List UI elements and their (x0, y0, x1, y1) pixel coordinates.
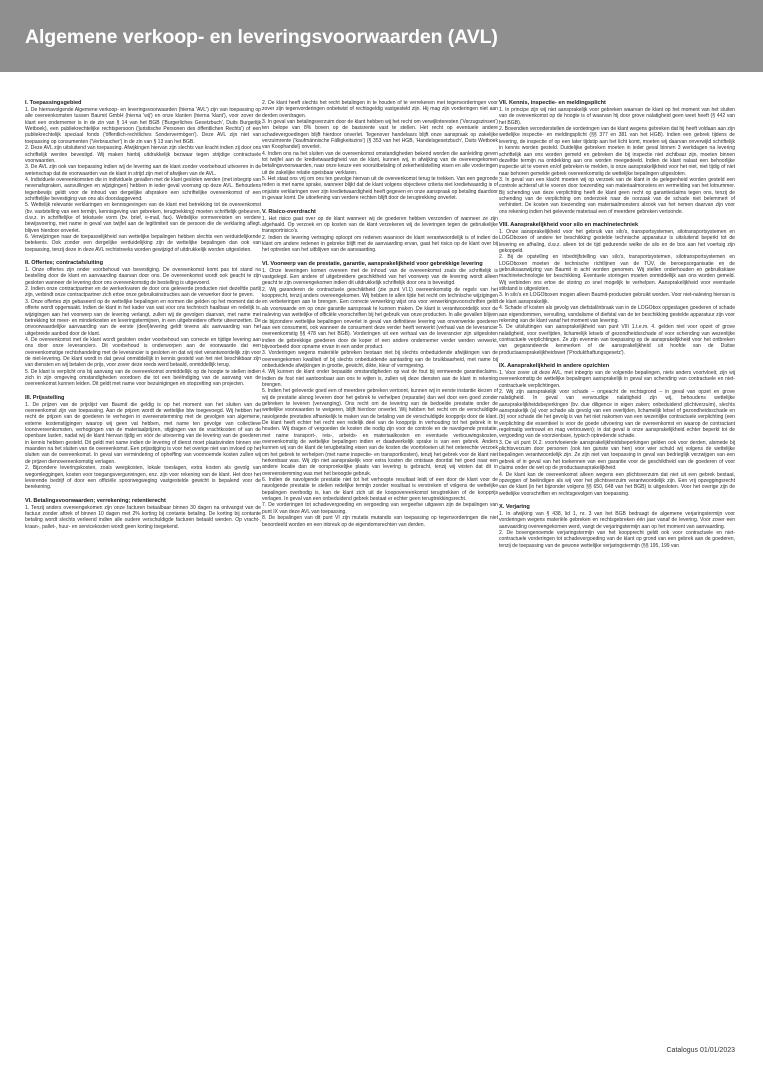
clause-paragraph: 4. De overeenkomst met de klant wordt gesloten onder voorbehoud van correcte en tijdige levering aan ons door onze leveranciers. Dit voorbehoud is onderworpen aan de voorwaarde dat een overeenkomstige rechtshandeling met de leverancier is gesloten en dat wij niet verantwoordelijk zijn voor de niet-levering. De klant wordt in dat geval onmiddellijk in kennis gesteld van het niet beschikbaar zijn van diensten en wij betalen de prijs, voor zover deze reeds werd betaald, onmiddellijk terug. (25, 336, 261, 369)
clause-paragraph: 1. Onze leveringen komen overeen met de inhoud van de overeenkomst zoals die schriftelijk is vastgelegd. Een andere of uitgebreidere geschiktheid van het voorwerp van de levering wordt alleen geacht te zijn overeengekomen indien dit uitdrukkelijk schriftelijk door ons is bevestigd. (262, 267, 498, 287)
terms-section (25, 260, 261, 388)
clause-paragraph: 2. De bovengenoemde verjaringstermijn van het koopprecht geldt ook voor contractuele en niet-contractuele vorderingen tot schadevergoeding van de klant op grond van een gebrek aan de goederen, tenzij de toepassing van de gewone wettelijke verjaringstermijn (§§ 195, 199 van (499, 530, 735, 549)
clause-paragraph: 4. Indien ons na het sluiten van de overeenkomst omstandigheden bekend worden die aanleiding geven tot twijfel aan de kredietwaardigheid van de klant, kunnen wij, in afwijking van de overeengekomen betalingsvoorwaarden, naar onze keuze een vooruitbetaling of zekerheidstelling eisen en alle vorderingen uit de zakelijke relatie opeisbaar verklaren. (262, 150, 498, 176)
clause-paragraph: 3. In geval van betalingsverzuim door de klant hebben wij het recht om verwijlinteresten ('Verzugszinsen') ten belope van 8% boven op de basisrente vast te stellen. Het recht op eventuele andere schadevergoedingen blijft hierdoor onverlet. Tegenover handelaars blijft onze aanspraak op zakelijke verzuimrente ('kaufmännische Fälligkeitszins') (§ 353 van het HGB, 'Handelsgesetzbuch', Duits Wetboek van Koophandel) onverlet. (262, 119, 498, 151)
column-right (499, 100, 735, 556)
column-middle (262, 100, 498, 535)
terms-section (262, 261, 498, 528)
clause-paragraph: 3. In silo's en LOGOboxen mogen alleen Baumit-producten gebruikt worden. Voor niet-naleving hiervan is de klant aansprakelijk. (499, 292, 735, 305)
clause-paragraph: 6. Verwijzingen naar de toepasselijkheid van wettelijke bepalingen hebben slechts een verduidelijkende betekenis. Ook zonder een dergelijke verduidelijking zijn de wettelijke bepalingen dan ook van toepassing, tenzij deze in deze AVL rechtstreeks worden gewijzigd of uitdrukkelijk worden uitgesloten. (25, 233, 261, 253)
clause-paragraph: 2. De klant heeft slechts het recht betalingen in te houden of te verrekenen met tegenvorderingen voor zover zijn tegenvorderingen onbetwist of rechtsgeldig vastgesteld zijn. Hij mag zijn vorderingen niet aan derden overdragen. (262, 100, 498, 119)
terms-section (262, 100, 498, 202)
section-heading: III. Prijsstelling (25, 394, 65, 401)
clause-paragraph: 2. Indien onze contractpartner en de werkerkvaren de door ons geleverde producten niet dezelfde partij zijn, verbindt onze contractpartner zich ertoe onze gebruiksinstructies aan de verwerker door te geven. (25, 286, 261, 299)
clause-paragraph: 1. In afwijking van § 438, lid 1, nr. 3 van het BGB bedraagt de algemene verjaringstermijn voor vorderingen wegens materiële gebreken en rechtsgebreken één jaar vanaf de levering. Voor zover een aanvaarding overeengekomen werd, vangt de verjaringstermijn aan op het moment van aanvaarding. (499, 510, 735, 530)
terms-section (499, 504, 735, 549)
clause-paragraph: 2. Bovendien veronderstellen de vorderingen van de klant wegens gebreken dat hij heeft voldaan aan zijn wettelijke inspectie- en meldingsplicht (§§ 377 en 381 van het HGB). Indien een gebrek tijdens de levering, de inspectie of op een later tijdstip aan het licht komt, moeten wij daarvan onverwijld schriftelijk in kennis worden gesteld. Duidelijke gebreken moeten in ieder geval binnen 3 werkdagen na levering schriftelijk aan ons worden gemeld en gebreken die bij inspectie niet zichtbaar zijn, moeten binnen dezelfde termijn na ontdekking aan ons worden meegedeeld. Indien de klant nalaat een behoorlijke inspectie uit te voeren en/of gebreken te melden, is onze aansprakelijkheid voor het niet, niet tijdig of niet naar behoren gemelde gebrek overeenkomstig de wettelijke bepalingen uitgesloten. (499, 126, 735, 177)
section-heading: X. Verjaring (499, 503, 530, 510)
clause-paragraph: 4. De klant kan de overeenkomst alleen wegens een plichtsverzuim dat niet uit een gebrek bestaat, opzeggen of beëindigen als wij voor het plichtsverzuim verantwoordelijk zijn. Een vrij opzeggingsrecht van de klant (in het bijzonder volgens §§ 650, 648 van het BGB) is uitgesloten. Voor het overige zijn de wettelijke voorschriften en rechtsgevolgen van toepassing. (499, 471, 735, 497)
section-heading: I. Toepassingsgebied (25, 100, 82, 106)
terms-section (25, 100, 261, 253)
column-left (25, 100, 261, 537)
catalog-footer: Catalogus 01/01/2023 (666, 1047, 735, 1054)
clause-paragraph: 2. Wij garanderen de contractuele geschiktheid (zie punt VI.1) overeenkomstig de regels van het koopprecht, tenzij anders overeengekomen. Wij hebben te allen tijde het recht om technische wijzigingen en verbeteringen aan te brengen. Een correcte verwerking wijst ons voor verwerkingsvoorschriften geldt als voorwaarde om op onze garantie aanspraak te kunnen maken. De klant is verantwoordelijk voor de naleving van wettelijke of officiële voorschriften bij het gebruik van onze producten. In alle gevallen blijven de bijzondere wettelijke bepalingen onverlet in geval van definitieve levering van onverwerkte goederen aan een consument, ook wanneer de consument deze verder heeft verwerkt (verhaal van de leverancier overeenkomstig §§ 478 van het BGB). Vorderingen uit een verhaal van de leverancier zijn uitgesloten indien de gebrekkige goederen door de koper of een andere ondernemer verder werden verwerkt, bijvoorbeeld door opname ervan in een ander product. (262, 286, 498, 350)
terms-section (25, 395, 261, 491)
clause-paragraph: 1. Voor zover uit deze AVL, met inbegrip van de volgende bepalingen, niets anders voortvloeit, zijn wij overeenkomstig de wettelijke bepalingen aansprakelijk in geval van schending van contractuele en niet-contractuele verplichtingen. (499, 370, 735, 389)
clause-paragraph: 3. Vorderingen wegens materiële gebreken bestaan niet bij slechts onbeduidende afwijkingen van de overeengekomen kwaliteit of bij slechts onbeduidende aantasting van de bruikbaarheid, met name bij onbeduidende afwijkingen in grootte, gewicht, dikte, kleur of vormgeving. (262, 350, 498, 369)
clause-paragraph: 1. Tenzij anders overeengekomen zijn onze facturen betaalbaar binnen 30 dagen na ontvangst van de factuur zonder aftrek of binnen 10 dagen met 2% korting bij contante betaling. De korting bij contante betaling wordt slechts verleend indien alle oudere verschuldigde facturen betaald werden. Op vracht-, kraan-, pallet-, huur- en servicekosten wordt geen korting toegekend. (25, 504, 261, 530)
terms-section (499, 222, 735, 356)
clause-paragraph: 3. Onze offertes zijn gebaseerd op de wettelijke bepalingen en normen die gelden op het moment dat de offerte wordt opgemaakt. Indien de klant in het kader van wat voor ons technisch haalbaar en redelijk is, wijzigingen aan het voorwerp van de levering verlangt, zullen wij de gevolgen daarvan, met name met betrekking tot meer- en minderkosten en leveringstermijnen, in een uitgebreidere offerte uiteenzetten. De onvoorwaardelijke aanvaarding van de eerste (deel)levering geldt tevens als aanvaarding van het uitgebreide aanbod door de klant. (25, 298, 261, 337)
section-heading: II. Offertes; contractafsluiting (25, 260, 104, 266)
terms-section (499, 100, 735, 215)
clause-paragraph: 1. De prijzen van de prijslijst van Baumit die geldig is op het moment van het sluiten van de overeenkomst zijn van toepassing. Aan de prijzen wordt de wettelijke btw toegevoegd. Wij hebben het recht de prijzen van de goederen te verhogen in overeenstemming met de gevolgen van algemene, externe kostenstijgingen waarop wij geen vat hebben, met name ten gevolge van collectieve loonovereenkomsten, verhogingen van de materiaalprijzen, stijgingen van de vrachtkosten of van de openbare lasten, nadat wij de klant hiervan tijdig en vóór de uitvoering van de levering van de goederen in kennis hebben gesteld. Dit geldt met name indien de levering of dienst moet plaatsvinden binnen vier maanden na het sluiten van de overeenkomst. Een prijsstijging is voor het overige niet van invloed op het sluiten van de overeenkomst. In geval van vermindering of opheffing van voornoemde kosten zullen wij de prijzen dienovereenkomstig verlagen. (25, 401, 261, 465)
clause-paragraph: 1. Het risico gaat over op de klant wanneer wij de goederen hebben verzonden of wanneer ze zijn afgehaald. Op verzoek en op kosten van de klant verzekeren wij de leveringen tegen de gebruikelijke transportrisico's. (262, 215, 498, 235)
section-heading: IX. Aansprakelijkheid in andere opzichten (499, 362, 610, 369)
terms-section (25, 498, 261, 530)
clause-paragraph: 1. Onze offertes zijn onder voorbehoud van bevestiging. De overeenkomst komt pas tot stand na bestelling door de klant en aanvaarding daarvan door ons. De overeenkomst wordt ook geacht te zijn gesloten wanneer de levering door ons overeenkomstig de bestelling is uitgevoerd. (25, 267, 261, 286)
title-banner (0, 0, 763, 72)
clause-paragraph: 2. Bij de opstelling en inbedrijfstelling van silo's, transportsystemen, silotransportsystemen en LOGOboxen moeten de technische richtlijnen van de TÜV, de beroepsorganisatie en de gebruiksaanwijzing van Baumit in acht worden genomen. Wij stellen onderhouden en gebruikskiare machinetechnologie ter beschikking. Eventuele storingen moeten onmiddellijk aan ons worden gemeld. Wij verbinden ons ertoe de storing zo snel mogelijk te verhelpen. Aansprakelijkheid voor eventuele stilstand is uitgesloten. (499, 254, 735, 293)
clause-paragraph: 2. Bijzondere leveringskosten, zoals weegkosten, lokale toeslagen, extra kosten als gevolg van wegomleggingen, kosten voor toegangsvergunningen, enz. zijn voor rekening van de klant. Het door het leverende bedrijf of door een officiële spoorwegweging vastgestelde gewicht is bepalend voor de berekening. (25, 465, 261, 491)
clause-paragraph: 3. De uit punt IX.2. voortvloeiende aansprakelijkheidsbeperkingen gelden ook voor derden, alsmede bij plichtsverzuim door personen (ook ten gunste van hen) voor wier schuld wij volgens de wettelijke bepalingen verantwoordelijk zijn. Ze zijn niet van toepassing in geval van bedrieglijk verzwijgen van een gebrek of in geval van het toekennen van een garantie voor de geschiktheid van de goederen of voor claims onder de wet op de productaansprakelijkheid. (499, 439, 735, 472)
clause-paragraph: 5. Indien het geleverde goed een of meerdere gebreken vertoont, kunnen wij in eerste instantie kiezen of wij de prestatie alsnog leveren door het gebrek te verhelpen (reparatie) dan wel door een goed zonder gebreken te leveren (vervanging). Ons recht om de levering van de bedoelde prestatie onder de wettelijke voorwaarden te weigeren, blijft hierdoor onverlet. Wij hebben het recht om de verschuldigde navolgende prestaties afhankelijk te maken van de betaling van de verschuldigde koopprijs door de klant. De klant heeft echter het recht een redelijk deel van de koopprijs in verhouding tot het gebrek in te houden. Wij dragen of vergoeden de kosten die nodig zijn voor de controle en de navolgende prestatie, met name transport-, reis-, arbeids- en materiaalkosten en eventuele verbouwingskosten, overeenkomstig de wettelijke bepalingen indien er daadwerkelijk sprake is van een gebrek. Anders kunnen wij van de klant de terugbetaling eisen van de kosten die voortvloeien uit het onterechte verzoek om het gebrek te verhelpen (met name inspectie- en transportkosten), tenzij het gebrek voor de klant niet herkenbaar was. Wij zijn niet aansprakelijk voor extra kosten die ontstaan doordat het goed naar een andere locatie dan de oorspronkelijke plaats van levering is gebracht, tenzij wij wisten dat dit in overeenstemming was met het beoogde gebruik. (262, 388, 498, 477)
section-heading: V. Risico-overdracht (262, 208, 316, 215)
clause-paragraph: 1. Onze aansprakelijkheid voor het gebruik van silo's, transportsystemen, silotransportsystemen en LOGOboxen of andere ter beschikking gestelde technische apparatuur is uitsluitend beperkt tot de levering en afhaling, d.w.z. alleen tot de tijd gedurende welke de silo en de box aan het voertuig zijn gekoppeld. (499, 229, 735, 255)
clause-paragraph: 4. Individuele overeenkomsten die in individuele gevallen met de klant gesloten werden (met inbegrip van nevenafspraken, aanvullingen en wijzigingen) hebben in ieder geval voorrang op deze AVL. Behoudens tegenbewijs geldt voor de inhoud van dergelijke afspraken een schriftelijke overeenkomst of een schriftelijke bevestiging van ons als doorslaggevend. (25, 176, 261, 202)
clause-paragraph: 3. De AVL zijn ook van toepassing indien wij de levering aan de klant zonder voorbehoud uitvoeren in de wetenschap dat de voorwaarden van de klant in strijd zijn met of afwijken van de AVL. (25, 164, 261, 177)
clause-paragraph: 5. Wettelijk relevante verklaringen en kennisgevingen van de klant met betrekking tot de overeenkomst (bv. vaststelling van een termijn, kennisgeving van gebreken, terugtrekking) moeten schriftelijk gebeuren, d.w.z. in schriftelijke of tekstuele vorm (bv. brief, e-mail, fax). Wettelijke vormvereisten en verdere bewijsvoering, met name in geval van twijfel aan de legitimiteit van de persoon die de verklaring aflegt, blijven hierdoor onverlet. (25, 202, 261, 234)
section-heading: VIII. Aansprakelijkheid voor silo en machinetechniek (499, 221, 639, 228)
clause-paragraph: 2. Deze AVL zijn uitsluitend van toepassing. Afwijkingen hiervan zijn slechts van kracht indien zij door ons schriftelijk werden bevestigd. Wij maken hierbij uitdrukkelijk bezwaar tegen strijdige contractuele voorwaarden. (25, 145, 261, 164)
clause-paragraph: 5. De uitsluitingen van aansprakelijkheid van punt VIII 1.t.e.m. 4. gelden niet voor opzet of grove nalatigheid, voor overlijden, lichamelijk letsels of gezondheidsschade of voor schending van wezenlijke contractuele verplichtingen. Ze zijn evenmin van toepassing op de aansprakelijkheid voor het ontbreken van gegarandeerde kenmerken of de aansprakelijkheid uit hoofde van de Duitse productaansprakelijkheidswet ('Produkthaftungsgesetz'). (499, 324, 735, 356)
clause-paragraph: 8. De bepalingen van dit punt VI zijn mutatis mutandis van toepassing op tegenvorderingen die niet beoordeeld worden en een inbreuk op de eigendomsrechten van derden. (262, 515, 498, 528)
terms-section (262, 209, 498, 254)
clause-paragraph: 4. Wij kunnen de klant onder bepaalde omstandigheden op wat de fout bij vermeende garantieclaims. Indien de fout niet aantoonbaar aan ons te wijten is, zullen wij deze diensten aan de klant in rekening brengen. (262, 369, 498, 388)
page-title: Algemene verkoop- en leveringsvoorwaarden (AVL) (25, 26, 498, 48)
clause-paragraph: 6. Indien de navolgende prestatie niet tot het verhoopte resultaat leidt of een door de klant voor de navolgende prestatie te stellen redelijke termijn zonder resultaat is verstreken of volgens de wettelijke bepalingen overbodig is, kan de klant zich uit de koopovereenkomst terugtrekken of de koopprijs verlagen. In geval van een onbeduidend gebrek bestaat er echter geen terugtrekkingsrecht. (262, 477, 498, 503)
section-heading: VI. Betalingsvoorwaarden; verrekening; retentierecht (25, 497, 166, 504)
clause-paragraph: 1. De hiernavolgende Algemene verkoop- en leveringsvoorwaarden (hierna 'AVL') zijn van toepassing op alle overeenkomsten tussen Baumit GmbH (hierna 'wij') en onze klanten (hierna 'klant'), voor zover de klant een ondernemer is in de zin van § 14 van het BGB ('Burgerliches Gesetzbuch', Duits Burgerlijk Wetboek), een publiekrechtelijke rechtspersoon ('juristische Personen des öffentlichen Rechts') of een publiekrechtelijk speciaal fonds ('öffentlich-rechtliches Sondervermögen'). Deze AVL zijn niet van toepassing op consumenten ('Verbraucher') in de zin van § 13 van het BGB. (25, 107, 261, 145)
clause-paragraph: 5. De klant is verplicht ons bij aanvang van de overeenkomst onmiddellijk op de hoogte te stellen indien zich in zijn omgeving omstandigheden voordoen die tot een beëindiging van de aanvang van de overeenkomst kunnen leiden. Dit geldt met name voor bezuinigingen en stopzetting van projecten. (25, 368, 261, 388)
clause-paragraph: 7. De vorderingen tot schadevergoeding en vergoeding van vergeefse uitgaven zijn de bepalingen van punt IX van deze AVL van toepassing. (262, 502, 498, 515)
clause-paragraph: 2. Indien de levering vertraging oploopt om redenen waarvoor de klant verantwoordelijk is of indien de klant om andere redenen in gebreke blijft met de aanvaarding ervan, gaat het risico op de klant over bij het optreden van het uitblijven van de aanvaarding. (262, 234, 498, 254)
clause-paragraph: 4. Schade of kosten als gevolg van diefstal/inbraak van in de LOGObox opgeslagen goederen of schade aan eigendommen, vervuiling, vandalisme of diefstal van de ter beschikking gestelde apparatuur zijn voor rekening van de klant vanaf het moment van levering. (499, 305, 735, 324)
clause-paragraph: 1. In principe zijn wij niet aansprakelijk voor gebreken waarvan de klant op het moment van het sluiten van de overeenkomst op de hoogte is of waarvan hij door grove nalatigheid geen weet heeft (§ 442 van het BGB). (499, 107, 735, 126)
terms-section (499, 363, 735, 497)
clause-paragraph: 3. In geval van een klacht moeten wij op verzoek van de klant in de gelegenheid worden gesteld een controle achteraf uit te voeren door toezending van materiaalmonsters en vermelding van het lotnummer. Bij schending van deze verplichting heeft de klant geen recht op garantieclaims tegen ons, tenzij de schending van de verplichting om onderzoek naar de oorzaak van de schade niet belemmert of verhindert. De kosten van toezending van materiaalmonsters alsook van het nemen daarvan zijn voor ons rekening indien het geleverde materiaal een of meerdere gebreken vertoonde. (499, 176, 735, 215)
section-heading: VI. Voorwerp van de prestatie, garantie, aansprakelijkheid voor gebrekkige levering (262, 260, 483, 267)
clause-paragraph: 2. Wij zijn aansprakelijk voor schade – ongeacht de rechtsgrond – in geval van opzet en grove nalatigheid. In geval van eenvoudige nalatigheid zijn wij, behoudens wettelijke aansprakelijkheidsbeperkingen (bv. due diligence in eigen zaken; onbeduidend plichtverzuim), slechts aansprakelijk (a) voor schade als gevolg van een overlijden, lichamelijk letsel of gezondheidsschade en (b) voor schade die het gevolg is van het niet nakomen van een wezenlijke contractuele verplichting (een verplichting die essentieel is voor de goede uitvoering van de overeenkomst en waarop de contractant regelmatig vertrouwt en mag vertrouwen); in dat geval is onze aansprakelijkheid echter beperkt tot de vergoeding van de voorzienbare, typisch optredende schade. (499, 389, 735, 440)
clause-paragraph: 5. Het staat ons vrij om ons ten gevolge hiervan uit de overeenkomst terug te trekken. Van een gegronde reden is met name sprake, wanneer blijkt dat de klant volgens objectieve criteria niet kredietwaardig is of onjuiste verklaringen over zijn kredietwaardigheid heeft gegeven en onze aanspraak op betaling daardoor in gevaar komt. De uitoefening van verdere rechten blijft door de terugtrekking onverlet. (262, 176, 498, 202)
section-heading: VII. Kennis, inspectie- en meldingsplicht (499, 100, 606, 106)
